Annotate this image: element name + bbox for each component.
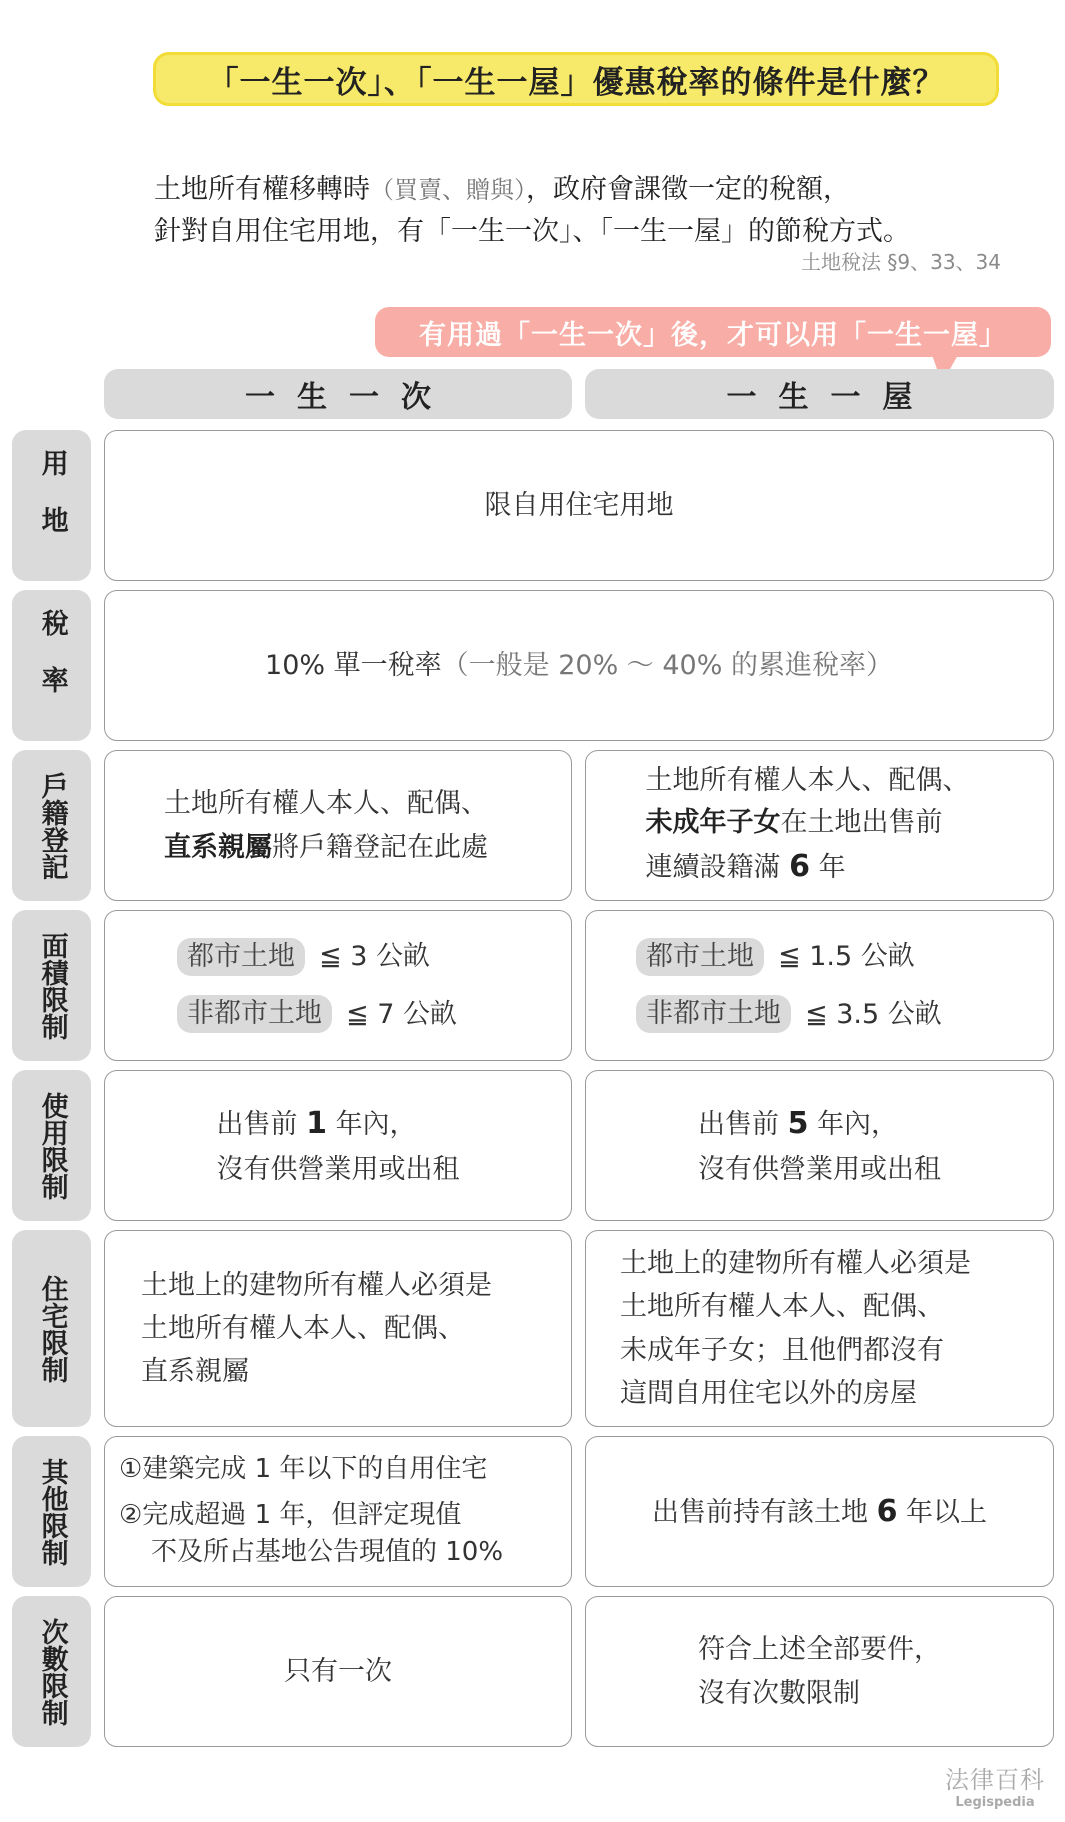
row-label-rate: 稅率 — [12, 590, 91, 741]
cell-usage-house: 出售前 5 年內， 沒有供營業用或出租 — [585, 1070, 1054, 1221]
row-label-land: 用地 — [12, 430, 91, 581]
column-header-house: 一生一屋 — [585, 369, 1054, 419]
row-label-area: 面積限制 — [12, 910, 91, 1061]
cell-usage-once: 出售前 1 年內， 沒有供營業用或出租 — [104, 1070, 572, 1221]
cell-land: 限自用住宅用地 — [104, 430, 1054, 581]
cell-household-house: 土地所有權人本人、配偶、 未成年子女在土地出售前 連續設籍滿 6 年 — [585, 750, 1054, 901]
callout-bubble: 有用過「一生一次」後，才可以用「一生一屋」 — [375, 307, 1051, 357]
law-citation: 土地稅法 §9、33、34 — [801, 250, 1001, 274]
cell-housing-once: 土地上的建物所有權人必須是 土地所有權人本人、配偶、 直系親屬 — [104, 1230, 572, 1427]
cell-area-house: 都市土地 ≦ 1.5 公畝 非都市土地 ≦ 3.5 公畝 — [585, 910, 1054, 1061]
column-header-once: 一生一次 — [104, 369, 572, 419]
row-label-usage: 使用限制 — [12, 1070, 91, 1221]
row-label-other: 其他限制 — [12, 1436, 91, 1587]
cell-times-once: 只有一次 — [104, 1596, 572, 1747]
row-label-housing: 住宅限制 — [12, 1230, 91, 1427]
cell-other-once: ①建築完成 1 年以下的自用住宅 ②完成超過 1 年，但評定現值 不及所占基地公告現值的 10% — [104, 1436, 572, 1587]
intro-line-1: 土地所有權移轉時（買賣、贈與），政府會課徵一定的稅額， — [154, 174, 850, 205]
cell-rate: 10% 單一稅率（一般是 20% ～ 40% 的累進稅率） — [104, 590, 1054, 741]
legispedia-logo: 法律百科 Legispedia — [945, 1766, 1045, 1810]
nonurban-land-tag: 非都市土地 — [177, 995, 332, 1033]
nonurban-land-tag: 非都市土地 — [636, 995, 791, 1033]
page-title: 「一生一次」、「一生一屋」優惠稅率的條件是什麼？ — [153, 52, 999, 106]
cell-housing-house: 土地上的建物所有權人必須是 土地所有權人本人、配偶、 未成年子女；且他們都沒有 這間自用住宅以外的房屋 — [585, 1230, 1054, 1427]
cell-area-once: 都市土地 ≦ 3 公畝 非都市土地 ≦ 7 公畝 — [104, 910, 572, 1061]
cell-other-house: 出售前持有該土地 6 年以上 — [585, 1436, 1054, 1587]
cell-times-house: 符合上述全部要件， 沒有次數限制 — [585, 1596, 1054, 1747]
row-label-household: 戶籍登記 — [12, 750, 91, 901]
urban-land-tag: 都市土地 — [177, 938, 305, 976]
cell-household-once: 土地所有權人本人、配偶、 直系親屬將戶籍登記在此處 — [104, 750, 572, 901]
row-label-times: 次數限制 — [12, 1596, 91, 1747]
urban-land-tag: 都市土地 — [636, 938, 764, 976]
intro-line-2: 針對自用住宅用地，有「一生一次」、「一生一屋」的節稅方式。 — [154, 216, 910, 247]
